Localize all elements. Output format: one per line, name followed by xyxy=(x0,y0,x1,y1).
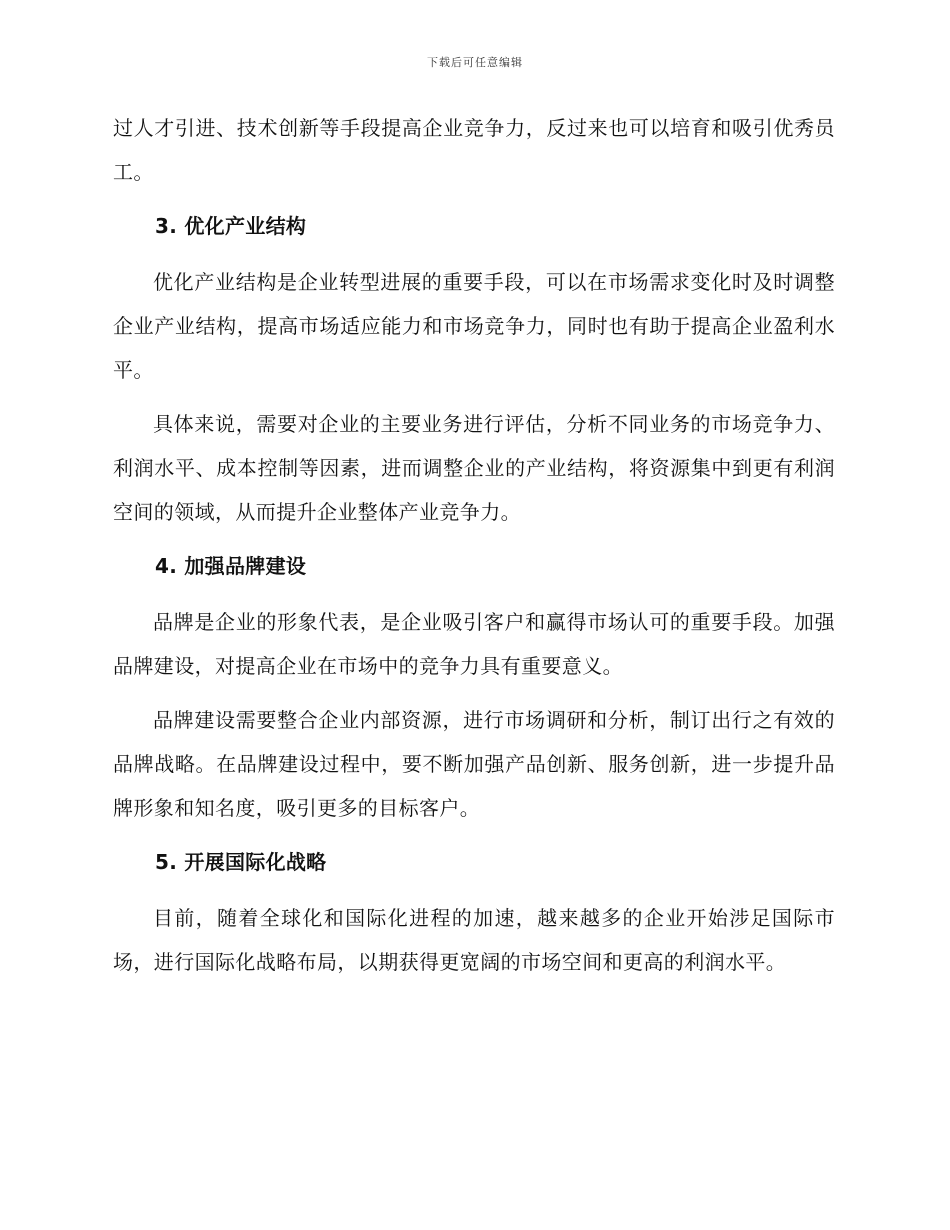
section-heading-5: 5. 开展国际化战略 xyxy=(155,850,327,874)
paragraph: 品牌是企业的形象代表，是企业吸引客户和赢得市场认可的重要手段。加强品牌建设，对提高企业在市场中的竞争力具有重要意义。 xyxy=(113,610,835,678)
document-body xyxy=(113,106,835,994)
section-heading-4: 4. 加强品牌建设 xyxy=(155,554,307,578)
paragraph: 具体来说，需要对企业的主要业务进行评估，分析不同业务的市场竞争力、利润水平、成本控制等因素，进而调整企业的产业结构，将资源集中到更有利润空间的领域，从而提升企业整体产业竞争力。 xyxy=(113,412,835,524)
paragraph: 品牌建设需要整合企业内部资源，进行市场调研和分析，制订出行之有效的品牌战略。在品牌建设过程中，要不断加强产品创新、服务创新，进一步提升品牌形象和知名度，吸引更多的目标客户。 xyxy=(113,708,835,820)
paragraph: 优化产业结构是企业转型进展的重要手段，可以在市场需求变化时及时调整企业产业结构，提高市场适应能力和市场竞争力，同时也有助于提高企业盈利水平。 xyxy=(113,270,835,382)
section-heading-3: 3. 优化产业结构 xyxy=(155,214,307,238)
page-header-note: 下载后可任意编辑 xyxy=(427,56,523,69)
paragraph: 目前，随着全球化和国际化进程的加速，越来越多的企业开始涉足国际市场，进行国际化战略布局，以期获得更宽阔的市场空间和更高的利润水平。 xyxy=(113,906,835,974)
paragraph-continuation: 过人才引进、技术创新等手段提高企业竞争力，反过来也可以培育和吸引优秀员工。 xyxy=(113,116,835,184)
